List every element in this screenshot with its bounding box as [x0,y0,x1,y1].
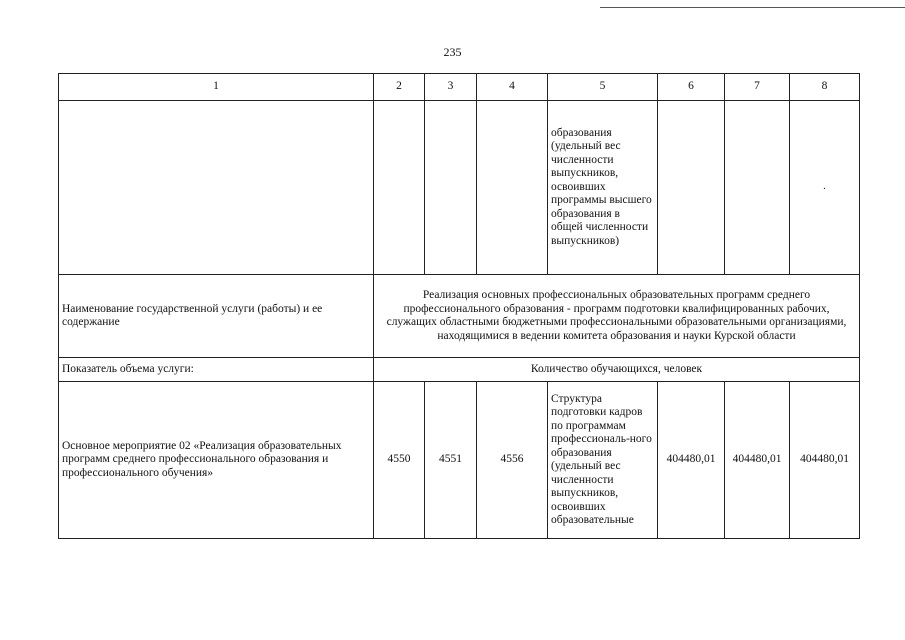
table-row-indicator [59,358,860,382]
header-cell: 1 [59,74,374,101]
measure-col6: 404480,01 [658,382,725,539]
header-cell: 7 [725,74,790,101]
measure-col2: 4550 [374,382,425,539]
cell-col4 [477,101,548,275]
top-rule [600,7,905,8]
cell-col7 [725,101,790,275]
measure-col8: 404480,01 [790,382,860,539]
cell-col6 [658,101,725,275]
cell-col2 [374,101,425,275]
page-number: 235 [443,45,462,59]
header-row [59,74,860,101]
measure-col5-text: Структура подготовки кадров по программам профессиональ-ного образования (удельный вес численности выпускников, освоивших образовательные [548,382,658,539]
cell-col5-text: образования (удельный вес численности выпускников, освоивших программы высшего образования в общей численности выпускников) [548,101,658,275]
indicator-label: Показатель объема услуги: [59,358,374,382]
table-row-service [59,275,860,358]
measure-label: Основное мероприятие 02 «Реализация образовательных программ среднего профессионального образования и профессионального обучения» [59,382,374,539]
header-cell: 8 [790,74,860,101]
service-label: Наименование государственной услуги (работы) и ее содержание [59,275,374,358]
header-cell: 2 [374,74,425,101]
indicator-value: Количество обучающихся, человек [374,358,860,382]
header-cell: 3 [425,74,477,101]
measure-col4: 4556 [477,382,548,539]
header-cell: 5 [548,74,658,101]
header-cell: 6 [658,74,725,101]
cell-mark: · [822,182,827,195]
service-value: Реализация основных профессиональных образовательных программ среднего профессионального образования - программ подготовки квалифицированных рабочих, служащих областными бюджетными профессиональными образовательными организациями, находящимися в ведении комитета образования и науки Курской области [374,275,860,358]
cell-col8 [790,101,860,275]
measure-col3: 4551 [425,382,477,539]
header-cell: 4 [477,74,548,101]
cell-col1 [59,101,374,275]
budget-table [58,73,860,539]
cell-col3 [425,101,477,275]
table-row-continuation [59,101,860,275]
measure-col7: 404480,01 [725,382,790,539]
table-row-measure [59,382,860,539]
